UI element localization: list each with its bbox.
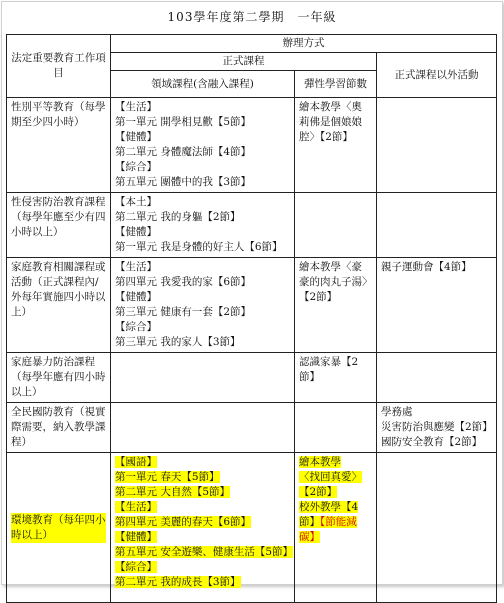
page-title: 103學年度第二學期 一年級 — [167, 10, 337, 24]
domain-line: 第二單元 我的身軀【2節】 — [115, 211, 241, 223]
header-item-label: 法定重要教育工作項目 — [11, 52, 106, 79]
item-cell — [7, 193, 111, 258]
flex-line: 校外教學【4節】 — [299, 501, 359, 528]
header-row-1 — [7, 35, 497, 53]
header-outside — [377, 53, 497, 98]
header-outside-label: 正式課程以外活動 — [394, 68, 479, 81]
item-cell — [7, 453, 111, 603]
domain-line: 第四單元 我愛我的家【6節】 — [115, 276, 252, 288]
domain-line: 【健體】 — [115, 291, 157, 303]
flex-text: 繪本教學〈豪豪的肉丸子湯〉【2節】 — [299, 261, 368, 303]
domain-cell — [111, 193, 295, 258]
outside-line: 學務處 — [381, 406, 413, 418]
flex-line: 〈找回真愛〉【2節】 — [299, 471, 362, 498]
flex-red-text: 【節能減碳】 — [299, 516, 357, 543]
domain-line: 【國語】 — [115, 456, 157, 468]
header-method — [111, 35, 497, 53]
header-flex — [295, 71, 377, 98]
domain-line: 【綜合】 — [115, 561, 157, 573]
domain-line: 【本土】 — [115, 196, 157, 208]
flex-cell — [295, 353, 377, 403]
domain-line: 第三單元 我的家人【3節】 — [115, 336, 241, 348]
curriculum-table — [6, 34, 497, 603]
item-text: 家庭教育相關課程或活動（正式課程內/外每年實施四小時以上） — [11, 261, 106, 318]
table-row — [7, 403, 497, 453]
outside-cell — [377, 403, 497, 453]
domain-line: 第五單元 安全遊樂、健康生活【5節】 — [115, 546, 294, 558]
domain-line: 【生活】 — [115, 101, 157, 113]
outside-cell — [377, 98, 497, 193]
item-cell — [7, 403, 111, 453]
outside-line: 災害防治與應變【2節】 — [381, 421, 493, 433]
domain-line: 【健體】 — [115, 226, 157, 238]
table-row — [7, 353, 497, 403]
header-item — [7, 35, 111, 98]
item-cell — [7, 98, 111, 193]
outside-cell — [377, 193, 497, 258]
item-text: 全民國防教育（視實際需要，納入教學課程） — [11, 406, 106, 448]
domain-line: 【綜合】 — [115, 321, 157, 333]
header-formal-label: 正式課程 — [222, 55, 265, 67]
table-row — [7, 98, 497, 193]
outside-text: 親子運動會【4節】 — [381, 261, 472, 273]
flex-line: 繪本教學 — [299, 456, 341, 468]
outside-line: 國防安全教育【2節】 — [381, 436, 483, 448]
domain-line: 第五單元 團體中的我【3節】 — [115, 176, 252, 188]
header-flex-label: 彈性學習節數 — [304, 77, 367, 90]
domain-line: 【健體】 — [115, 131, 157, 143]
header-formal — [111, 53, 377, 71]
domain-line: 【健體】 — [115, 531, 157, 543]
domain-line: 第二單元 大自然【5節】 — [115, 486, 231, 498]
domain-cell — [111, 353, 295, 403]
outside-cell — [377, 353, 497, 403]
domain-line: 【生活】 — [115, 501, 157, 513]
domain-line: 第二單元 身體魔法師【4節】 — [115, 146, 252, 158]
item-text: 環境教育（每年四小時以上） — [11, 513, 106, 541]
header-domain-label: 領域課程(含融入課程) — [151, 77, 254, 90]
domain-cell — [111, 98, 295, 193]
domain-line: 第二單元 我的成長【3節】 — [115, 576, 241, 588]
item-cell — [7, 258, 111, 353]
item-cell — [7, 353, 111, 403]
flex-text: 繪本教學〈奧莉佛是個娘娘腔〉【2節】 — [299, 101, 362, 143]
flex-text: 認識家暴【2節】 — [299, 356, 359, 383]
flex-cell — [295, 403, 377, 453]
header-domain — [111, 71, 295, 98]
flex-cell — [295, 98, 377, 193]
outside-cell — [377, 453, 497, 603]
table-row — [7, 193, 497, 258]
domain-line: 第一單元 我是身體的好主人【6節】 — [115, 241, 283, 253]
outside-cell — [377, 258, 497, 353]
item-text: 性侵害防治教育課程（每學年應至少有四小時以上） — [11, 196, 106, 238]
item-text: 性別平等教育（每學期至少四小時） — [11, 101, 106, 128]
flex-cell — [295, 258, 377, 353]
item-text: 家庭暴力防治課程（每學年應有四小時以上） — [11, 356, 106, 398]
domain-line: 第三單元 健康有一套【2節】 — [115, 306, 252, 318]
domain-line: 第四單元 美麗的春天【6節】 — [115, 516, 252, 528]
domain-cell — [111, 403, 295, 453]
table-row — [7, 453, 497, 603]
header-method-label: 辦理方式 — [282, 37, 325, 49]
domain-cell — [111, 453, 295, 603]
domain-cell — [111, 258, 295, 353]
domain-line: 第一單元 春天【5節】 — [115, 471, 220, 483]
flex-cell — [295, 453, 377, 603]
table-row — [7, 258, 497, 353]
flex-cell — [295, 193, 377, 258]
domain-line: 第一單元 開學相見歡【5節】 — [115, 116, 252, 128]
domain-line: 【生活】 — [115, 261, 157, 273]
domain-line: 【綜合】 — [115, 161, 157, 173]
